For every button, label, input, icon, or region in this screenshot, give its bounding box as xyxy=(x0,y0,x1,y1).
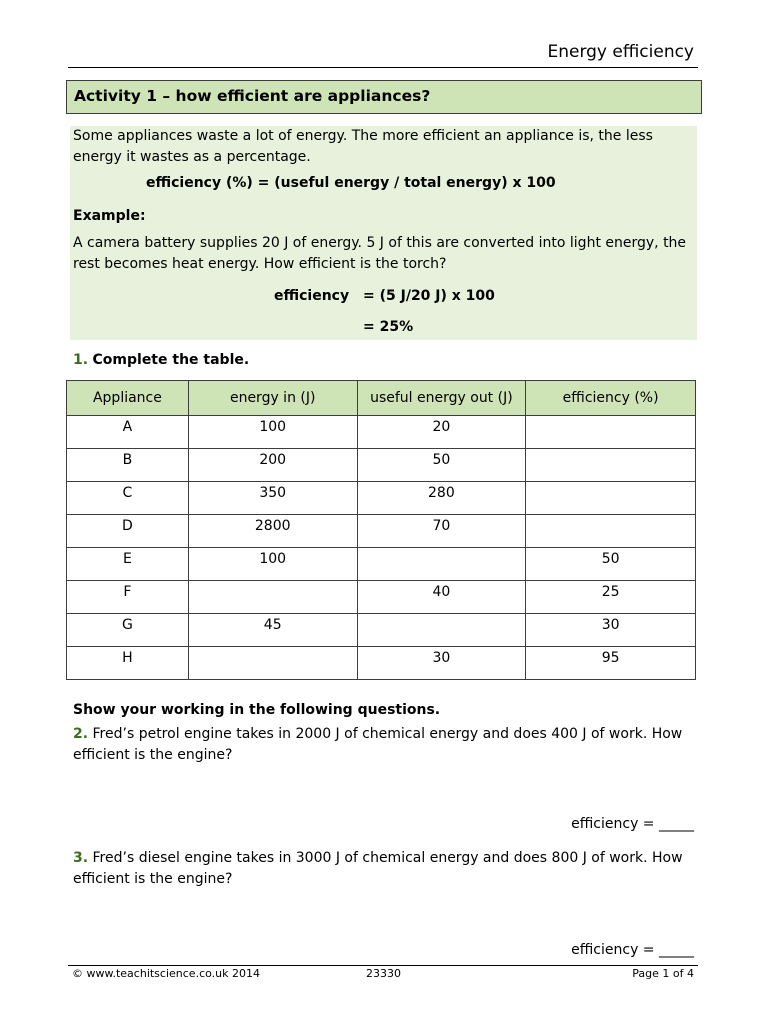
table-row xyxy=(67,548,696,581)
table-row xyxy=(67,515,696,548)
table-cell: 70 xyxy=(357,515,526,548)
table-cell: 50 xyxy=(526,548,696,581)
question-3-answer: efficiency = _____ xyxy=(571,942,694,958)
calc-label: efficiency xyxy=(274,288,350,304)
table-cell: 45 xyxy=(188,614,357,647)
table-row xyxy=(67,416,696,449)
table-cell: 350 xyxy=(188,482,357,515)
header-divider xyxy=(68,67,698,68)
question-1 xyxy=(73,350,249,371)
table-cell: A xyxy=(67,416,189,449)
activity-title: Activity 1 – how efficient are appliances? xyxy=(74,87,431,105)
efficiency-table xyxy=(66,380,696,680)
calc-step-2: = 25% xyxy=(363,319,414,335)
table-cell xyxy=(357,614,526,647)
question-2-text: Fred’s petrol engine takes in 2000 J of chemical energy and does 400 J of work. How xyxy=(92,726,683,742)
table-cell: 30 xyxy=(357,647,526,680)
footer-copyright: © www.teachitscience.co.uk 2014 xyxy=(72,967,260,980)
question-2-number: 2. xyxy=(73,726,89,742)
table-row xyxy=(67,647,696,680)
table-cell: 95 xyxy=(526,647,696,680)
table-cell xyxy=(526,515,696,548)
table-row xyxy=(67,449,696,482)
footer-divider xyxy=(68,965,698,966)
example-label: Example: xyxy=(73,208,146,224)
example-line-2: rest becomes heat energy. How efficient is the torch? xyxy=(73,256,447,272)
table-cell: D xyxy=(67,515,189,548)
question-1-number: 1. xyxy=(73,352,89,368)
table-cell xyxy=(526,482,696,515)
table-cell: G xyxy=(67,614,189,647)
table-cell: 100 xyxy=(188,416,357,449)
question-3-line-1 xyxy=(73,848,683,869)
table-header-row xyxy=(67,381,696,416)
example-line-1: A camera battery supplies 20 J of energy. 5 J of this are converted into light energy, the xyxy=(73,235,687,251)
intro-panel xyxy=(70,126,697,340)
efficiency-formula: efficiency (%) = (useful energy / total energy) x 100 xyxy=(146,175,556,191)
working-instruction: Show your working in the following questions. xyxy=(73,702,441,718)
table-cell: F xyxy=(67,581,189,614)
table-cell xyxy=(526,449,696,482)
table-cell: 200 xyxy=(188,449,357,482)
table-cell xyxy=(188,647,357,680)
table-cell xyxy=(526,416,696,449)
calc-step-1: = (5 J/20 J) x 100 xyxy=(363,288,495,304)
table-cell xyxy=(357,548,526,581)
table-cell: C xyxy=(67,482,189,515)
table-cell: 40 xyxy=(357,581,526,614)
table-cell: E xyxy=(67,548,189,581)
page-header-title: Energy efficiency xyxy=(547,42,694,62)
question-3-text: Fred’s diesel engine takes in 3000 J of chemical energy and does 800 J of work. How xyxy=(92,850,683,866)
question-2-line-2: efficient is the engine? xyxy=(73,747,233,763)
question-2-line-1 xyxy=(73,724,682,745)
table-cell: 30 xyxy=(526,614,696,647)
table-row xyxy=(67,482,696,515)
question-3-line-2: efficient is the engine? xyxy=(73,871,233,887)
intro-line-2: energy it wastes as a percentage. xyxy=(73,149,311,165)
table-cell: 2800 xyxy=(188,515,357,548)
table-header: energy in (J) xyxy=(188,381,357,416)
table-cell: B xyxy=(67,449,189,482)
table-cell xyxy=(188,581,357,614)
intro-line-1: Some appliances waste a lot of energy. The more efficient an appliance is, the less xyxy=(73,128,653,144)
table-header: useful energy out (J) xyxy=(357,381,526,416)
table-cell: 25 xyxy=(526,581,696,614)
table-cell: 20 xyxy=(357,416,526,449)
table-row xyxy=(67,581,696,614)
question-3-number: 3. xyxy=(73,850,89,866)
footer-code: 23330 xyxy=(366,967,401,980)
table-cell: H xyxy=(67,647,189,680)
footer-page-number: Page 1 of 4 xyxy=(632,967,694,980)
question-1-text: Complete the table. xyxy=(92,352,250,368)
table-cell: 50 xyxy=(357,449,526,482)
table-cell: 280 xyxy=(357,482,526,515)
table-row xyxy=(67,614,696,647)
table-header: Appliance xyxy=(67,381,189,416)
table-header: efficiency (%) xyxy=(526,381,696,416)
question-2-answer: efficiency = _____ xyxy=(571,816,694,832)
table-cell: 100 xyxy=(188,548,357,581)
activity-title-box xyxy=(66,80,702,114)
